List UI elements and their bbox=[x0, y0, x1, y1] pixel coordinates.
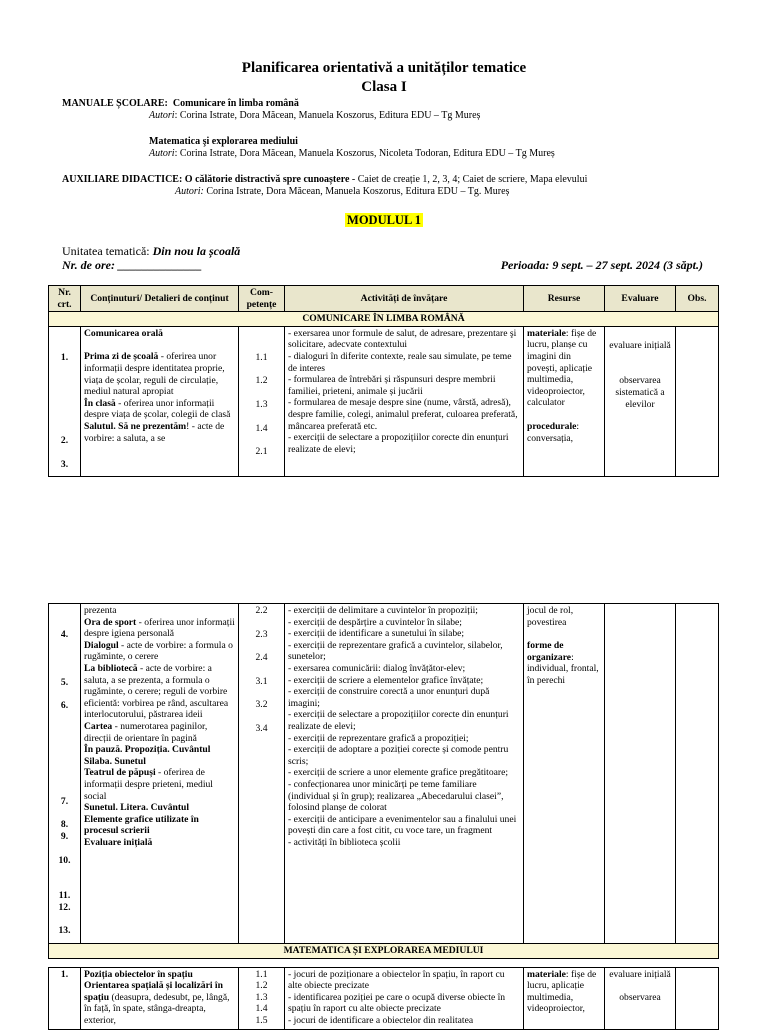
planning-table-part1 bbox=[48, 285, 719, 477]
modul-label: MODULUL 1 bbox=[347, 213, 421, 227]
resurse-cell: materiale: fișe de lucru, planșe cu imagini din povești, aplicație multimedia, videoproiector, calculator procedurale: conversația, bbox=[524, 326, 605, 476]
nr-ore: Nr. de ore: ______________ bbox=[62, 258, 202, 272]
continut-cell: prezenta Ora de sport - oferirea unor informații despre igiena personală Dialogul - acte de vorbire: a formula o rugăminte, o cerere La bibliotecă - acte de vorbire: a saluta, a se prezenta, a formula o rugăminte, o cerere; reguli de vorbire eficientă: vorbirea pe rând, ascultarea interlocutorului, păstrarea ideii Cartea - numerotarea paginilor, direcții de orientare în pagină În pauză. Propoziția. Cuvântul Silaba. Sunetul Teatrul de păpuși - oferirea de informații despre prieteni, mediul social Sunetul. Litera. Cuvântul Elemente grafice utilizate în procesul scrierii Evaluare inițială bbox=[81, 604, 239, 944]
obs-cell bbox=[676, 326, 719, 476]
obs-cell bbox=[676, 967, 719, 1029]
auxiliare-label: AUXILIARE DIDACTICE: O călătorie distractivă spre cunoaștere bbox=[62, 174, 350, 185]
section-row-romana bbox=[49, 312, 719, 327]
obs-cell bbox=[676, 604, 719, 944]
header-activitati: Activități de învățare bbox=[285, 286, 524, 312]
manuale-book1: Comunicare în limba română bbox=[172, 98, 299, 109]
auxiliare-authors: Autori: Corina Istrate, Dora Măcean, Manuela Koszorus, Editura EDU – Tg. Mureș bbox=[175, 186, 510, 197]
table-row bbox=[49, 967, 719, 1029]
manuale-authors2: Autori: Corina Istrate, Dora Măcean, Manuela Koszorus, Nicoleta Todoran, Editura EDU – Tg Mureș bbox=[149, 148, 555, 159]
section-row-matematica bbox=[49, 944, 719, 959]
header-obs: Obs. bbox=[676, 286, 719, 312]
activitati-cell: - exerciții de delimitare a cuvintelor în propoziții; - exerciții de despărțire a cuvintelor în silabe; - exerciții de identificare a sunetului în silabe; - exerciții de reprezentare grafică a cuvintelor, silabelor, sunetelor; - exersarea comunicării: dialog învățător-elev; - exerciții de scriere a elementelor grafice învățate; - exerciții de construire corectă a unor enunțuri după imagini; - exerciții de selectare a propozițiilor corecte din enunțuri realizate de elevi; - exerciții de reprezentare grafică a propoziției; - exerciții de adoptare a poziției corecte și comode pentru scris; - exerciții de scriere a unor elemente grafice pregătitoare; - confecționarea unor minicărți pe teme familiare (individual și în grup); realizarea „Abecedarului clasei”, folosind planșe de colorat - exerciții de anticipare a evenimentelor sau a finalului unei povești din care a fost citit, cu voce tare, un fragment - activități în biblioteca școlii bbox=[285, 604, 524, 944]
manuale-book2: Matematica şi explorarea mediului bbox=[149, 136, 298, 147]
spacer-row bbox=[49, 958, 719, 967]
evaluare-cell: evaluare inițială observarea bbox=[605, 967, 676, 1029]
resurse-cell: jocul de rol, povestirea forme de organizare: individual, frontal, în perechi bbox=[524, 604, 605, 944]
document-title: Planificarea orientativă a unităților tematice bbox=[241, 60, 527, 76]
perioada: Perioada: 9 sept. – 27 sept. 2024 (3 săpt.) bbox=[500, 258, 703, 272]
evaluare-cell: evaluare inițială observarea sistematică a elevilor bbox=[605, 326, 676, 476]
auxiliare-line bbox=[62, 174, 587, 186]
section-title: MATEMATICA ȘI EXPLORAREA MEDIULUI bbox=[49, 944, 719, 959]
competente-cell: 2.2 2.3 2.4 3.1 3.2 3.4 bbox=[239, 604, 285, 944]
manuale-label: MANUALE ȘCOLARE: bbox=[62, 98, 168, 109]
continut-cell: Poziția obiectelor în spațiu Orientarea spațială și localizări în spațiu (deasupra, dedesubt, pe, lângă, în față, în spate, stânga-dreapta, exterior, bbox=[81, 967, 239, 1029]
evaluare-cell bbox=[605, 604, 676, 944]
section-title: COMUNICARE ÎN LIMBA ROMÂNĂ bbox=[49, 312, 719, 327]
resurse-cell: materiale: fișe de lucru, aplicație multimedia, videoproiector, bbox=[524, 967, 605, 1029]
activitati-cell: - jocuri de poziționare a obiectelor în spațiu, în raport cu alte obiecte precizate - identificarea poziției pe care o ocupă diverse obiecte în spațiu în raport cu alte obiecte precizate - jocuri de identificare a obiectelor din realitatea bbox=[285, 967, 524, 1029]
header-competente: Com-petențe bbox=[239, 286, 285, 312]
header-nr: Nr. crt. bbox=[49, 286, 81, 312]
unitate-tematica: Unitatea tematică: Din nou la școală bbox=[62, 244, 241, 258]
header-evaluare: Evaluare bbox=[605, 286, 676, 312]
table-row bbox=[49, 326, 719, 476]
table-header-row bbox=[49, 286, 719, 312]
manuale-line bbox=[62, 98, 299, 110]
competente-cell: 1.1 1.2 1.3 1.4 2.1 bbox=[239, 326, 285, 476]
continut-cell: Comunicarea orală Prima zi de școală - oferirea unor informații despre identitatea proprie, viața de școlar, reguli de circulație, mediul natural apropiat În clasă - oferirea unor informații despre viața de școlar, colegii de clasă Salutul. Să ne prezentăm! - acte de vorbire: a saluta, a se bbox=[81, 326, 239, 476]
nr-cell: 1. 2. 3. bbox=[49, 326, 81, 476]
document-subtitle: Clasa I bbox=[361, 79, 407, 95]
nr-cell: 4. 5. 6. 7. 8. 9. 10. 11. 12. 13. bbox=[49, 604, 81, 944]
activitati-cell: - exersarea unor formule de salut, de adresare, prezentare şi solicitare, adecvate contextului - dialoguri în diferite contexte, reale sau simulate, pe teme de interes - formularea de întrebări și răspunsuri despre membrii familiei, prieteni, animale și jucării - formularea de mesaje despre sine (nume, vârstă, adresă), despre familie, colegi, animalul preferat, culoarea preferată, mâncarea preferată etc. - exerciții de selectare a propozițiilor corecte din enunțuri realizate de elevi; bbox=[285, 326, 524, 476]
unitate-value: Din nou la școală bbox=[152, 244, 241, 258]
table-row bbox=[49, 604, 719, 944]
header-resurse: Resurse bbox=[524, 286, 605, 312]
manuale-authors1: Autori: Corina Istrate, Dora Măcean, Manuela Koszorus, Editura EDU – Tg Mureș bbox=[149, 110, 481, 121]
header-continuturi: Conținuturi/ Detalieri de conținut bbox=[81, 286, 239, 312]
modul-heading bbox=[0, 213, 768, 228]
nr-cell: 1. bbox=[49, 967, 81, 1029]
planning-table-part2 bbox=[48, 603, 719, 1030]
competente-cell: 1.1 1.2 1.3 1.4 1.5 bbox=[239, 967, 285, 1029]
auxiliare-items: - Caiet de creație 1, 2, 3, 4; Caiet de scriere, Mapa elevului bbox=[349, 174, 588, 185]
